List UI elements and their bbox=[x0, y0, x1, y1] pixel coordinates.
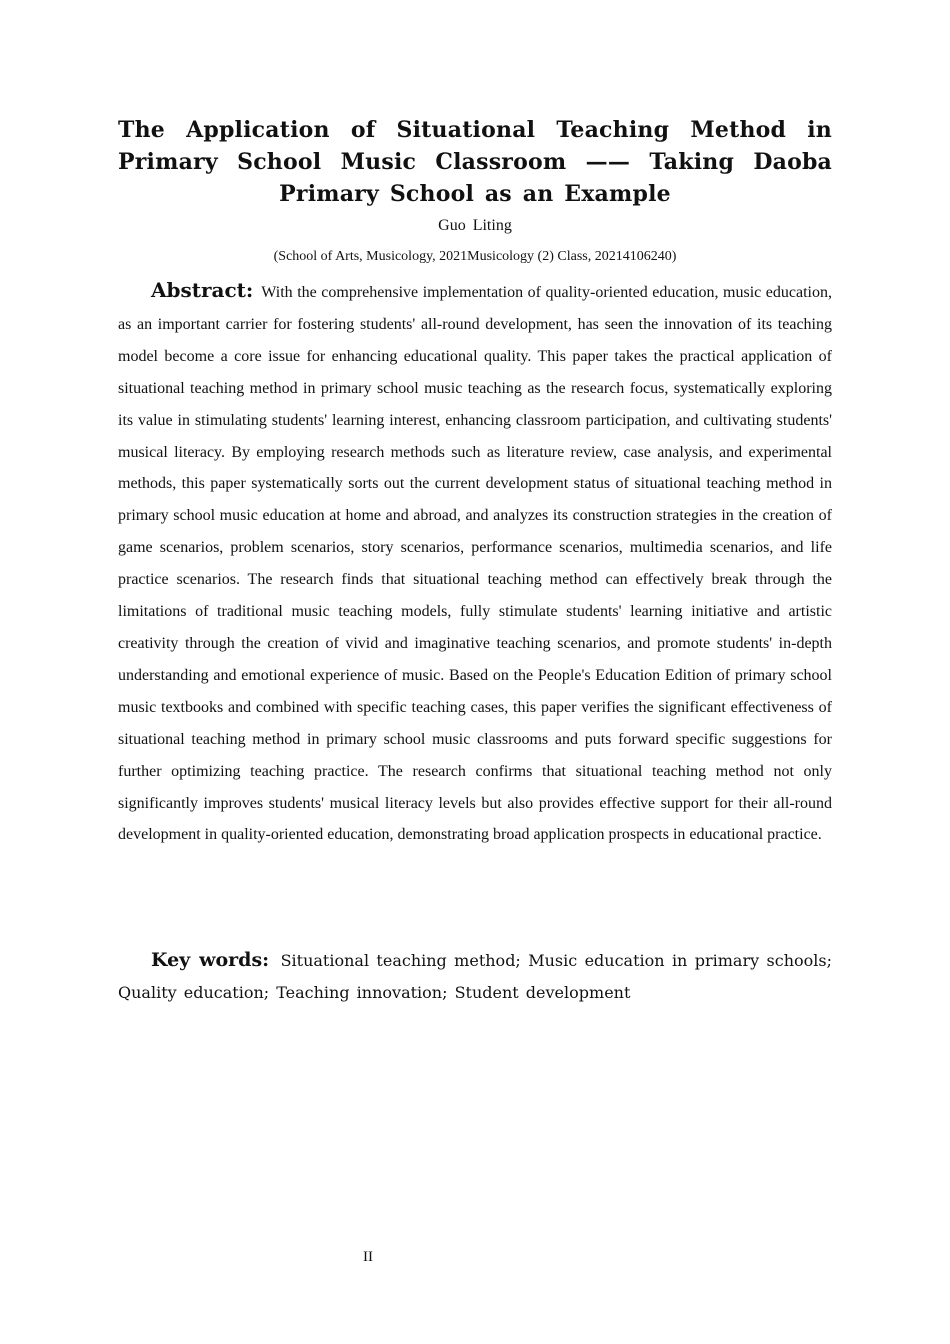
abstract-section bbox=[118, 275, 832, 851]
keywords-text: Situational teaching method; Music education in primary schools; Quality education; Teaching innovation; Student development bbox=[118, 951, 832, 1002]
author-name: Guo Liting bbox=[438, 217, 512, 234]
paper-title: The Application of Situational Teaching Method in Primary School Music Classroom —— Taking Daoba Primary School as an Example bbox=[118, 117, 832, 207]
abstract-text: With the comprehensive implementation of quality-oriented education, music education, as an important carrier for fostering students' all-round development, has seen the innovation of its teaching model become a core issue for enhancing educational quality. This paper takes the practical application of situational teaching method in primary school music teaching as the research focus, systematically exploring its value in stimulating students' learning interest, enhancing classroom participation, and cultivating students' musical literacy. By employing research methods such as literature review, case analysis, and experimental methods, this paper systematically sorts out the current development status of situational teaching method in primary school music education at home and abroad, and analyzes its construction strategies in the creation of game scenarios, problem scenarios, story scenarios, performance scenarios, multimedia scenarios, and life practice scenarios. The research finds that situational teaching method can effectively break through the limitations of traditional music teaching models, fully stimulate students' learning initiative and artistic creativity through the creation of vivid and imaginative teaching scenarios, and promote students' in-depth understanding and emotional experience of music. Based on the People's Education Edition of primary school music textbooks and combined with specific teaching cases, this paper verifies the significant effectiveness of situational teaching method in primary school music classrooms and puts forward specific suggestions for further optimizing teaching practice. The research confirms that situational teaching method not only significantly improves students' musical literacy levels but also provides effective support for their all-round development in quality-oriented education, demonstrating broad application prospects in educational practice. bbox=[118, 284, 832, 844]
keywords-section bbox=[118, 944, 832, 1009]
author-affiliation: (School of Arts, Musicology, 2021Musicology (2) Class, 20214106240) bbox=[273, 249, 677, 264]
keywords-label: Key words: bbox=[151, 949, 270, 971]
abstract-label: Abstract: bbox=[151, 278, 254, 302]
page-number: II bbox=[363, 1249, 373, 1265]
